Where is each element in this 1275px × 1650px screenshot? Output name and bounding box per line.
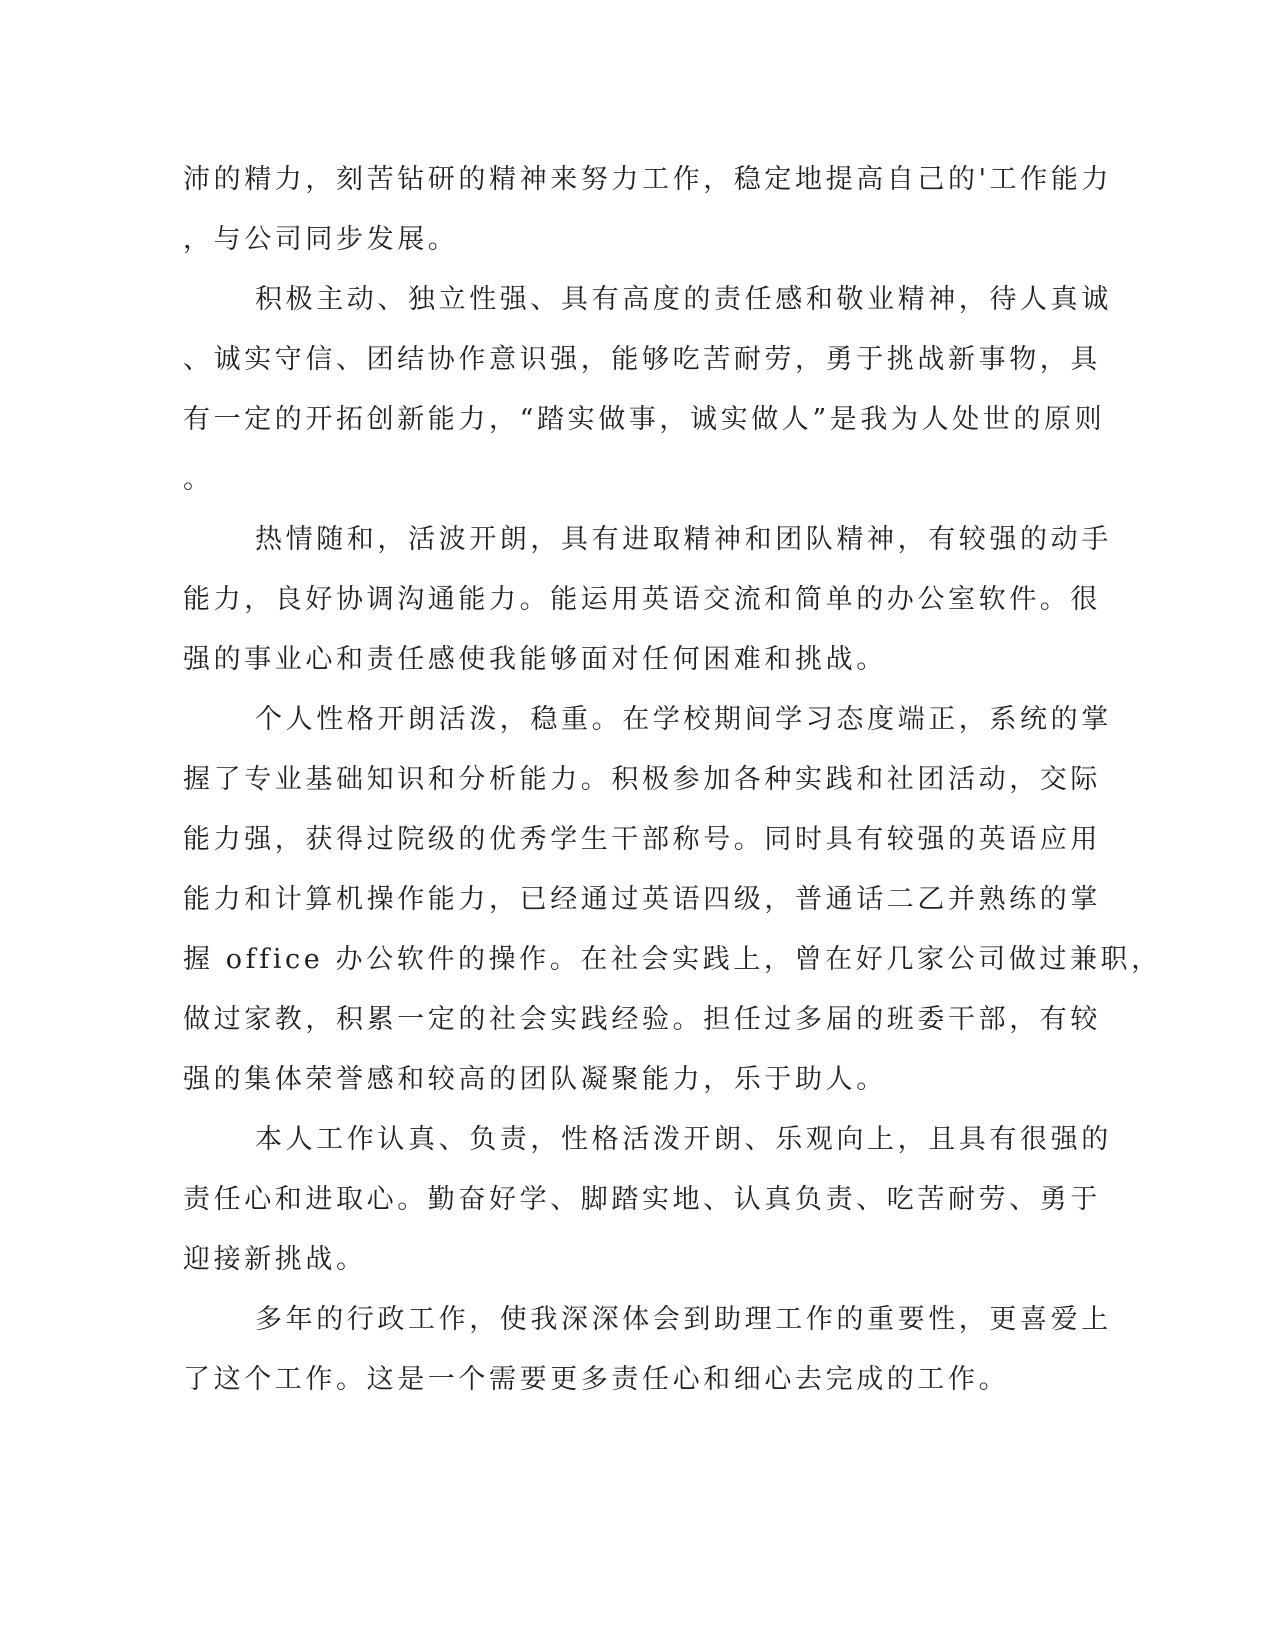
text-line: 沛的精力，刻苦钻研的精神来努力工作，稳定地提高自己的'工作能力 — [183, 164, 1113, 195]
document-body — [183, 150, 1162, 1410]
text-line: 能力，良好协调沟通能力。能运用英语交流和简单的办公室软件。很 — [183, 584, 1101, 615]
text-line: 做过家教，积累一定的社会实践经验。担任过多届的班委干部，有较 — [183, 1004, 1101, 1035]
text-line: 。 — [183, 464, 214, 495]
paragraph-start-line: 本人工作认真、负责，性格活泼开朗、乐观向上，且具有很强的 — [255, 1124, 1112, 1155]
text-line: 握了专业基础知识和分析能力。积极参加各种实践和社团活动，交际 — [183, 764, 1101, 795]
text-line: 握 office 办公软件的操作。在社会实践上，曾在好几家公司做过兼职， — [183, 944, 1162, 975]
paragraph-start-line: 个人性格开朗活泼，稳重。在学校期间学习态度端正，系统的掌 — [255, 704, 1112, 735]
text-line: 能力和计算机操作能力，已经通过英语四级，普通话二乙并熟练的掌 — [183, 884, 1101, 915]
text-line: 责任心和进取心。勤奋好学、脚踏实地、认真负责、吃苦耐劳、勇于 — [183, 1184, 1101, 1215]
paragraph-start-line: 积极主动、独立性强、具有高度的责任感和敬业精神，待人真诚 — [255, 284, 1112, 315]
paragraph-start-line: 多年的行政工作，使我深深体会到助理工作的重要性，更喜爱上 — [255, 1304, 1112, 1335]
text-line: 了这个工作。这是一个需要更多责任心和细心去完成的工作。 — [183, 1364, 1010, 1395]
paragraph-start-line: 热情随和，活波开朗，具有进取精神和团队精神，有较强的动手 — [255, 524, 1112, 555]
text-line: 、诚实守信、团结协作意识强，能够吃苦耐劳，勇于挑战新事物，具 — [183, 344, 1101, 375]
text-line: 强的集体荣誉感和较高的团队凝聚能力，乐于助人。 — [183, 1064, 887, 1095]
text-line: 能力强，获得过院级的优秀学生干部称号。同时具有较强的英语应用 — [183, 824, 1101, 855]
text-line: 强的事业心和责任感使我能够面对任何困难和挑战。 — [183, 644, 887, 675]
text-line: ，与公司同步发展。 — [183, 224, 459, 255]
text-line: 有一定的开拓创新能力，“踏实做事，诚实做人”是我为人处世的原则 — [183, 404, 1106, 435]
text-line: 迎接新挑战。 — [183, 1244, 367, 1275]
